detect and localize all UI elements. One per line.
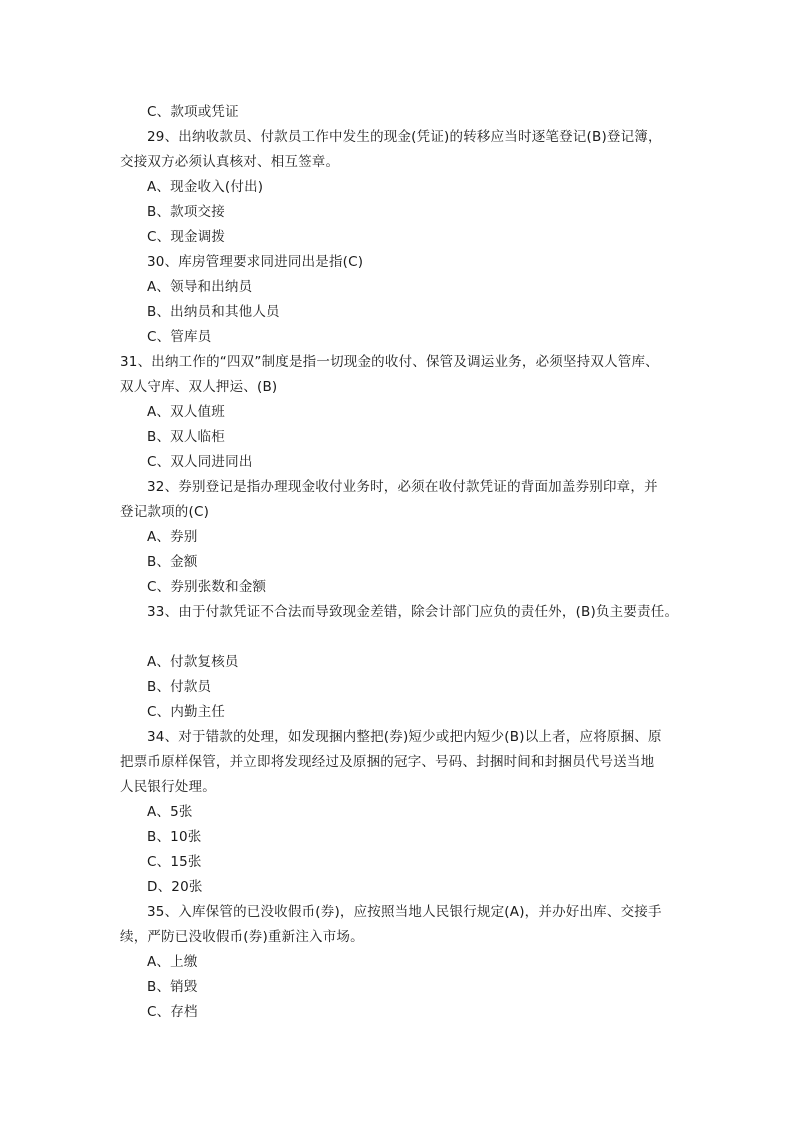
- option-line: B、付款员: [147, 679, 212, 695]
- question-continuation: 交接双方必须认真核对、相互签章。: [120, 154, 340, 170]
- option-line: C、管库员: [147, 329, 212, 345]
- question-line: 33、由于付款凭证不合法而导致现金差错，除会计部门应负的责任外，(B)负主要责任。: [147, 604, 679, 620]
- question-continuation: 续，严防已没收假币(券)重新注入市场。: [120, 929, 364, 945]
- option-line: B、金额: [147, 554, 198, 570]
- option-line: A、券别: [147, 529, 198, 545]
- option-line: C、内勤主任: [147, 704, 226, 720]
- option-line: A、上缴: [147, 954, 198, 970]
- option-line: B、10张: [147, 829, 202, 845]
- option-line: A、领导和出纳员: [147, 279, 253, 295]
- question-continuation: 把票币原样保管，并立即将发现经过及原捆的冠字、号码、封捆时间和封捆员代号送当地: [120, 754, 655, 770]
- option-line: B、销毁: [147, 979, 198, 995]
- option-line: C、双人同进同出: [147, 454, 253, 470]
- question-line: 35、入库保管的已没收假币(券)，应按照当地人民银行规定(A)，并办好出库、交接手: [147, 904, 662, 920]
- option-line: B、款项交接: [147, 204, 225, 220]
- option-line: C、现金调拨: [147, 229, 226, 245]
- question-continuation: 登记款项的(C): [120, 504, 210, 520]
- option-line: C、款项或凭证: [147, 104, 239, 120]
- option-line: B、出纳员和其他人员: [147, 304, 280, 320]
- option-line: B、双人临柜: [147, 429, 225, 445]
- option-line: A、现金收入(付出): [147, 179, 264, 195]
- option-line: C、存档: [147, 1004, 198, 1020]
- question-line: 29、出纳收款员、付款员工作中发生的现金(凭证)的转移应当时逐笔登记(B)登记簿，: [147, 129, 662, 145]
- question-line: 34、对于错款的处理，如发现捆内整把(券)短少或把内短少(B)以上者，应将原捆、原: [147, 729, 662, 745]
- option-line: A、双人值班: [147, 404, 225, 420]
- option-line: C、券别张数和金额: [147, 579, 267, 595]
- option-line: A、5张: [147, 804, 193, 820]
- question-line: 30、库房管理要求同进同出是指(C): [147, 254, 364, 270]
- question-continuation: 人民银行处理。: [120, 779, 216, 795]
- question-continuation: 双人守库、双人押运、(B): [120, 379, 278, 395]
- option-line: A、付款复核员: [147, 654, 239, 670]
- option-line: D、20张: [147, 879, 203, 895]
- option-line: C、15张: [147, 854, 202, 870]
- question-line: 31、出纳工作的“四双”制度是指一切现金的收付、保管及调运业务，必须坚持双人管库、: [120, 354, 659, 370]
- question-line: 32、券别登记是指办理现金收付业务时，必须在收付款凭证的背面加盖券别印章，并: [147, 479, 658, 495]
